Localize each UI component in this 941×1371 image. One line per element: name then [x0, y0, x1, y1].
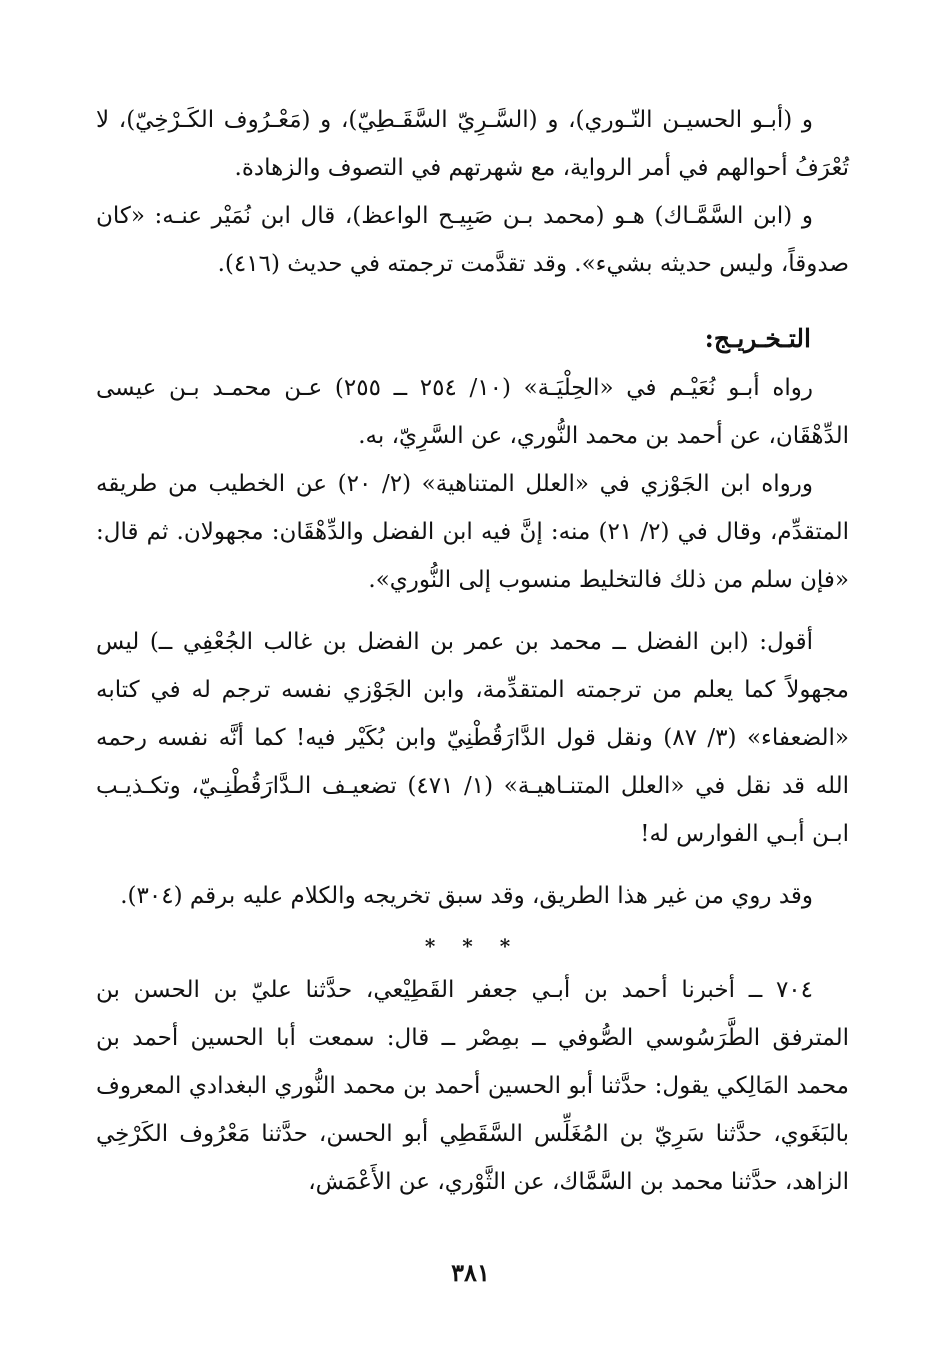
cross-reference-paragraph: وقد روي من غير هذا الطريق، وقد سبق تخريجه والكلام عليه برقم (٣٠٤).	[120, 883, 813, 909]
takhrij-heading: التـخـريـج:	[704, 324, 811, 353]
ibn-sammak-paragraph: و (ابن السَّمَّـاك) هـو (محمد بـن صَبِيـح الواعظ)، قال ابن نُمَيْر عنـه: «كان صدوقاً، وليس حديثه بشيء». وقد تقدَّمت ترجمته في حديث (٤١٦).	[96, 203, 849, 277]
hadith-704-paragraph: ٧٠٤ ــ أخبرنا أحمد بن أبـي جعفر القَطِيْعي، حدَّثنا عليّ بن الحسن بن المترفق الطَّرَسُوسي الصُّوفي ــ بمِصْر ــ قال: سمعت أبا الحسين أحمد بن محمد المَالِكي يقول: حدَّثنا أبو الحسين أحمد بن محمد النُّوري البغدادي المعروف بالبَغَوي، حدَّثنا سَرِيّ بن المُغَلِّس السَّقَطِي أبو الحسن، حدَّثنا مَعْرُوف الكَرْخِي الزاهد، حدَّثنا محمد بن السَّمَّاك، عن الثَّوْري، عن الأَعْمَش،	[96, 977, 849, 1195]
section-separator: * * *	[424, 934, 521, 958]
page-number: ٣٨١	[451, 1258, 490, 1287]
author-comment-paragraph: أقول: (ابن الفضل ــ محمد بن عمر بن الفضل بن غالب الجُعْفِي ــ) ليس مجهولاً كما يعلم من ترجمته المتقدِّمة، وابن الجَوْزي نفسه ترجم له في كتابه «الضعفاء» (٣/ ٨٧) ونقل قول الدَّارَقُطْنِيّ وابن بُكَيْر فيه! كما أنَّه نفسه رحمه الله قد نقل في «العلل المتنـاهيـة» (١/ ٤٧١) تضعيـف الـدَّارَقُطْنِـيّ، وتكـذيـب ابـن أبـي الفوارس له!	[96, 629, 850, 847]
takhrij-paragraph-hilya: رواه أبـو نُعَيْـم في «الحِلْيَـة» (١٠/ ٢٥٤ ــ ٢٥٥) عـن محمـد بـن عيسى الدِّهْقَان، عن أحمد بن محمد النُّوري، عن السَّرِيّ، به.	[96, 375, 849, 449]
takhrij-paragraph-ilal: ورواه ابن الجَوْزي في «العلل المتناهية» (٢/ ٢٠) عن الخطيب من طريقه المتقدِّم، وقال في (٢/ ٢١) منه: إنَّ فيه ابن الفضل والدِّهْقَان: مجهولان. ثم قال: «فإن سلم من ذلك فالتخليط منسوب إلى النُّوري».	[96, 471, 850, 593]
narrators-note-paragraph: و (أبـو الحسيـن النّـوري)، و (السَّـرِيّ السَّقَـطِيّ)، و (مَعْـرُوف الكَـرْخِيّ)، لا تُعْرَفُ أحوالهم في أمر الرواية، مع شهرتهم في التصوف والزهادة.	[96, 107, 849, 181]
